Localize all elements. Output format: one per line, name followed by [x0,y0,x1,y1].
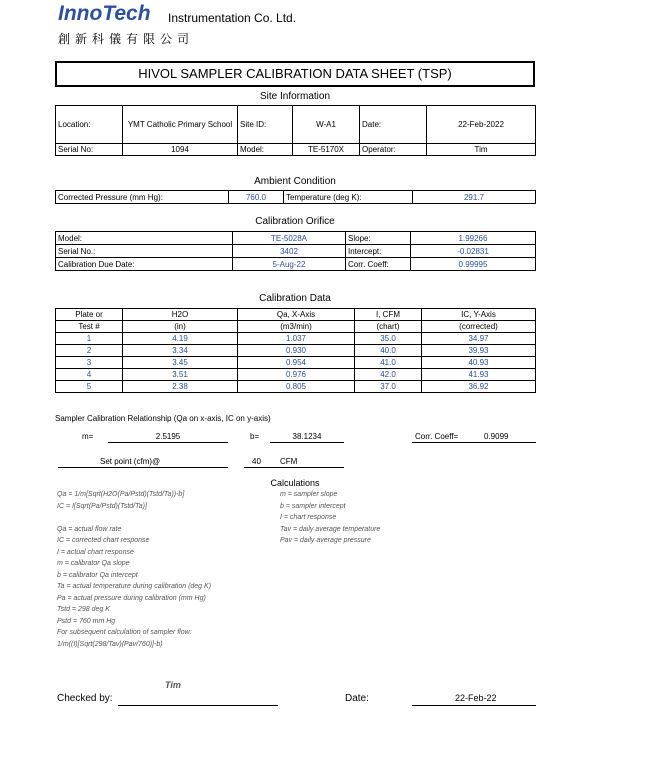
checked-by-underline [118,705,278,706]
due-date-value: 5-Aug-22 [233,258,346,271]
company-logo: InnoTech [58,2,151,25]
table-cell: 1.037 [238,333,355,345]
due-date-label: Calibration Due Date: [56,258,233,271]
col-header: (m3/min) [238,321,355,333]
orifice-model-value: TE-5028A [233,232,346,245]
site-info-table [55,105,536,156]
table-cell: 0.976 [238,369,355,381]
calc-line: b = calibrator Qa intercept [57,571,138,579]
table-row [56,357,536,369]
col-header: H2O [123,309,238,321]
relationship-heading: Sampler Calibration Relationship (Qa on x-axis, IC on y-axis) [55,414,271,423]
calc-line: Tav = daily average temperature [280,525,381,533]
table-cell: 3.45 [123,357,238,369]
table-cell: 4.19 [123,333,238,345]
footer-date-value: 22-Feb-22 [455,693,497,703]
intercept-b-label: b= [250,432,260,441]
table-cell: 2 [56,345,123,357]
calibration-heading: Calibration Data [259,293,331,304]
setpoint-value: 40 [252,457,261,466]
orifice-model-label: Model: [56,232,233,245]
model-label: Model: [238,144,293,156]
corr-coeff-value: 0.99995 [411,258,536,271]
corr-coeff-label: Corr. Coeff: [346,258,411,271]
table-cell: 39.93 [422,345,536,357]
table-cell: 2.38 [123,381,238,393]
table-cell: 3.34 [123,345,238,357]
document-title: HIVOL SAMPLER CALIBRATION DATA SHEET (TSP) [55,61,535,87]
calc-line: b = sampler intercept [280,502,346,510]
rel-coeff-value: 0.9099 [484,432,509,441]
col-header: I, CFM [355,309,422,321]
slope-label: Slope: [346,232,411,245]
setpoint-unit: CFM [280,457,298,466]
ambient-table [55,190,536,204]
rel-coeff-label: Corr. Coeff= [415,432,459,441]
rel-coeff-underline [412,442,536,443]
col-header: Qa, X-Axis [238,309,355,321]
footer-date-underline [412,705,536,706]
pressure-label: Corrected Pressure (mm Hg): [56,191,229,204]
table-cell: 40.0 [355,345,422,357]
col-header: (corrected) [422,321,536,333]
intercept-b-underline [270,442,344,443]
calculations-left [57,489,211,650]
serial-label: Serial No: [56,144,123,156]
footer-date-label: Date: [345,693,369,704]
operator-value: Tim [427,144,536,156]
location-value: YMT Catholic Primary School [123,106,238,144]
slope-m-value: 2.5195 [155,432,181,441]
table-cell: 35.0 [355,333,422,345]
site-info-heading: Site Information [259,91,331,102]
table-row [56,345,536,357]
site-id-label: Site ID: [238,106,293,144]
date-label: Date: [360,106,427,144]
calc-line [57,512,211,524]
calc-line: Qa = actual flow rate [57,525,122,533]
intercept-label: Intercept: [346,245,411,258]
calc-line: 1/m((I)[Sqrt(298/Tav)(Pav/760)]-b) [57,640,163,648]
table-cell: 0.930 [238,345,355,357]
signature: Tim [165,680,181,690]
table-cell: 3.51 [123,369,238,381]
calc-line: m = calibrator Qa slope [57,560,130,567]
col-header: IC, Y-Axis [422,309,536,321]
calculations-heading: Calculations [270,478,320,488]
model-value: TE-5170X [293,144,360,156]
col-header: Plate or [56,309,123,321]
orifice-table [55,231,536,271]
calc-line: Tstd = 298 deg K [57,606,110,613]
location-label: Location: [56,106,123,144]
table-cell: 1 [56,333,123,345]
calibration-table [55,308,536,393]
orifice-heading: Calibration Orifice [255,216,335,227]
calc-line: I = actual chart response [57,548,134,556]
table-cell: 3 [56,357,123,369]
col-header: Test # [56,321,123,333]
table-cell: 4 [56,369,123,381]
table-cell: 40.93 [422,357,536,369]
table-cell: 0.954 [238,357,355,369]
calc-line: IC = I[Sqrt(Pa/Pstd)(Tstd/Ta)] [57,502,147,510]
ambient-heading: Ambient Condition [254,176,336,187]
intercept-b-value: 38.1234 [292,432,322,441]
pressure-value: 760.0 [229,191,284,204]
calc-line: Qa = 1/m[Sqrt(H2O(Pa/Pstd)(Tstd/Ta))-b] [57,491,185,498]
date-value: 22-Feb-2022 [427,106,536,144]
site-id-value: W-A1 [293,106,360,144]
table-cell: 5 [56,381,123,393]
calc-line: Ta = actual temperature during calibration (deg K) [57,583,212,590]
calc-line: I = chart response [280,514,337,521]
calibration-header-row [56,321,536,333]
company-name: Instrumentation Co. Ltd. [168,11,297,25]
table-cell: 41.93 [422,369,536,381]
slope-value: 1.99266 [411,232,536,245]
temperature-value: 291.7 [413,191,536,204]
calc-line: Pstd = 760 mm Hg [57,617,116,625]
calc-line: Pav = daily average pressure [280,537,371,544]
calculations-right [280,489,380,547]
slope-m-label: m= [82,432,94,441]
table-cell: 41.0 [355,357,422,369]
setpoint-unit-underline [244,467,344,468]
calibration-header-row [56,309,536,321]
table-cell: 42.0 [355,369,422,381]
serial-value: 1094 [123,144,238,156]
checked-by-label: Checked by: [57,693,113,704]
calc-line: IC = corrected chart response [57,537,150,544]
company-chinese-name: 創新科儀有限公司 [58,32,195,46]
table-cell: 34.97 [422,333,536,345]
calc-line: For subsequent calculation of sampler flow: [57,629,192,636]
table-row [56,369,536,381]
table-cell: 0.805 [238,381,355,393]
orifice-serial-value: 3402 [233,245,346,258]
calc-line: Pa = actual pressure during calibration (mm Hg) [57,594,206,602]
intercept-value: -0.02831 [411,245,536,258]
table-row [56,333,536,345]
table-cell: 36.92 [422,381,536,393]
table-cell: 37.0 [355,381,422,393]
orifice-serial-label: Serial No.: [56,245,233,258]
calc-line: m = sampler slope [280,491,338,498]
col-header: (in) [123,321,238,333]
col-header: (chart) [355,321,422,333]
temperature-label: Temperature (deg K): [284,191,413,204]
table-row [56,381,536,393]
operator-label: Operator: [360,144,427,156]
slope-m-underline [108,442,228,443]
setpoint-underline [58,467,228,468]
setpoint-label: Set point (cfm)@ [100,457,161,466]
